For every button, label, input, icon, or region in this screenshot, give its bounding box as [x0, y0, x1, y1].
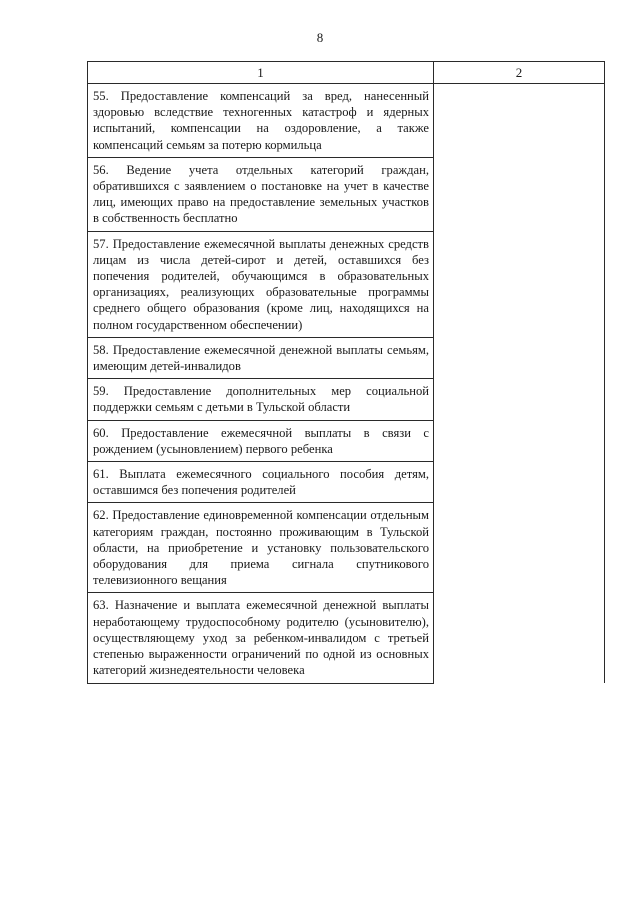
- page-number: 8: [316, 30, 324, 45]
- row-text-60: 60. Предоставление ежемесячной выплаты в связи с рождением (усыновлением) первого ребенка: [88, 420, 434, 461]
- table-header-row: [88, 62, 605, 84]
- column-header-2: 2: [434, 62, 605, 84]
- row-text-56: 56. Ведение учета отдельных категорий граждан, обратившихся с заявлением о постановке на учет в качестве лиц, имеющих право на предоставление земельных участков в собственность бесплатно: [88, 157, 434, 231]
- column-2-cell: [434, 84, 605, 684]
- row-text-63: 63. Назначение и выплата ежемесячной денежной выплаты неработающему трудоспособному родителю (усыновителю), осуществляющему уход за ребенком-инвалидом с третьей степенью выраженности ограничений по одной из основных категорий жизнедеятельности человека: [88, 593, 434, 683]
- services-table: [87, 61, 605, 684]
- row-text-57: 57. Предоставление ежемесячной выплаты денежных средств лицам из числа детей-сирот и детей, оставшихся без попечения родителей, обучающимся в образовательных организациях, реализующих образовательные программы среднего общего образования (кроме лиц, находящихся на полном государственном обеспечении): [88, 231, 434, 337]
- row-text-61: 61. Выплата ежемесячного социального пособия детям, оставшимся без попечения родителей: [88, 462, 434, 503]
- row-text-55: 55. Предоставление компенсаций за вред, нанесенный здоровью вследствие техногенных катастроф и ядерных испытаний, компенсации на оздоровление, а также компенсаций семьям за потерю кормильца: [88, 84, 434, 158]
- column-header-1: 1: [88, 62, 434, 84]
- row-text-62: 62. Предоставление единовременной компенсации отдельным категориям граждан, постоянно проживающим в Тульской области, на приобретение и установку пользовательского оборудования для приема сигнала спутникового телевизионного вещания: [88, 503, 434, 593]
- row-text-59: 59. Предоставление дополнительных мер социальной поддержки семьям с детьми в Тульской области: [88, 379, 434, 420]
- row-text-58: 58. Предоставление ежемесячной денежной выплаты семьям, имеющим детей-инвалидов: [88, 337, 434, 378]
- table-row: [88, 84, 605, 158]
